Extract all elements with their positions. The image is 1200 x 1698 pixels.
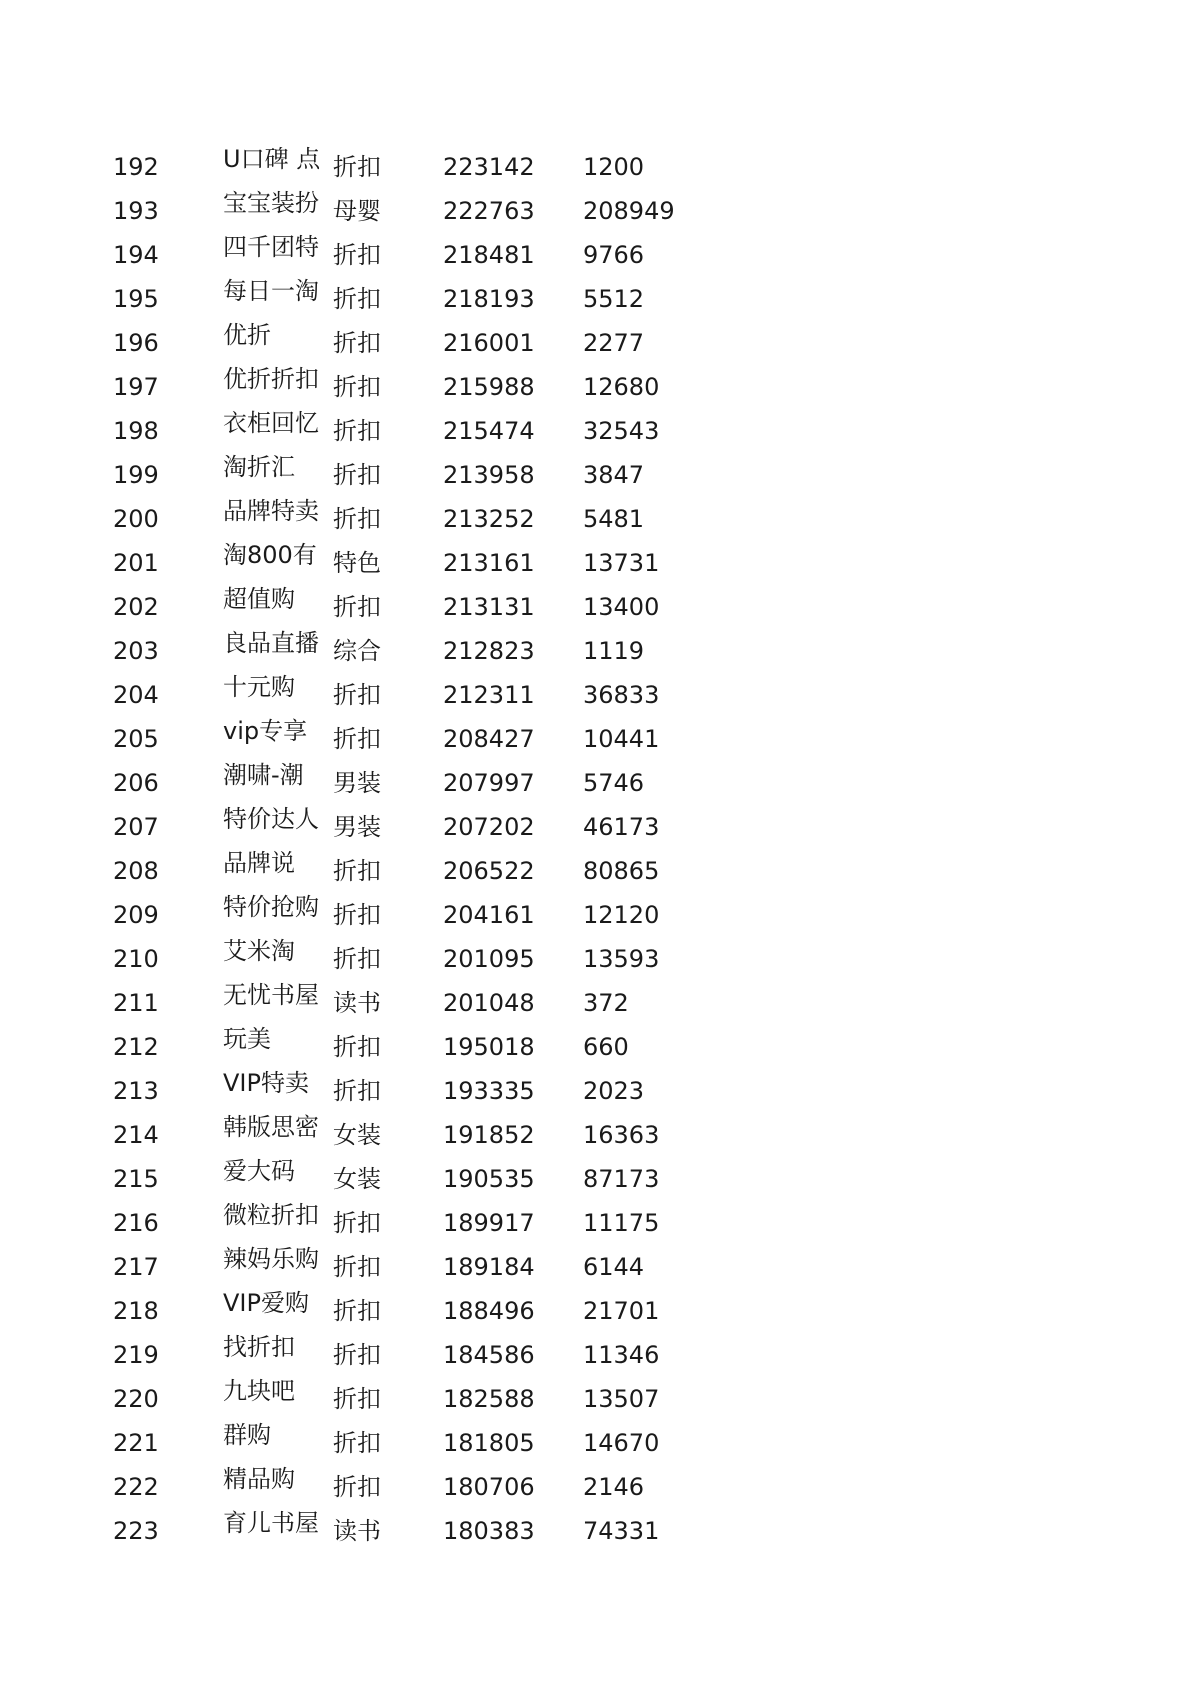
value-a-cell: 189184 xyxy=(443,1253,535,1281)
table-row xyxy=(113,1421,733,1465)
name-cell: 十元购 xyxy=(223,673,295,701)
name-cell: 品牌说 xyxy=(223,849,295,877)
rank-cell: 196 xyxy=(113,329,159,357)
category-cell: 折扣 xyxy=(333,1209,381,1237)
rank-cell: 223 xyxy=(113,1517,159,1545)
name-cell: 品牌特卖 xyxy=(223,497,319,525)
value-b-cell: 80865 xyxy=(583,857,660,885)
value-b-cell: 5481 xyxy=(583,505,645,533)
rank-cell: 210 xyxy=(113,945,159,973)
value-b-cell: 87173 xyxy=(583,1165,660,1193)
name-cell: 爱大码 xyxy=(223,1157,295,1185)
table-row xyxy=(113,937,733,981)
table-row xyxy=(113,673,733,717)
value-b-cell: 13507 xyxy=(583,1385,660,1413)
category-cell: 折扣 xyxy=(333,1429,381,1457)
value-a-cell: 207202 xyxy=(443,813,535,841)
rank-cell: 206 xyxy=(113,769,159,797)
table-row xyxy=(113,761,733,805)
category-cell: 特色 xyxy=(333,549,381,577)
value-b-cell: 12680 xyxy=(583,373,660,401)
category-cell: 折扣 xyxy=(333,241,381,269)
rank-cell: 208 xyxy=(113,857,159,885)
table-row xyxy=(113,585,733,629)
table-row xyxy=(113,541,733,585)
value-b-cell: 1200 xyxy=(583,153,645,181)
category-cell: 男装 xyxy=(333,769,381,797)
rank-cell: 194 xyxy=(113,241,159,269)
name-cell: 潮啸-潮 xyxy=(223,761,304,789)
name-cell: U口碑 点 xyxy=(223,145,321,173)
name-cell: 特价达人 xyxy=(223,805,319,833)
name-cell: 无忧书屋 xyxy=(223,981,319,1009)
value-b-cell: 10441 xyxy=(583,725,660,753)
category-cell: 读书 xyxy=(333,989,381,1017)
table-row xyxy=(113,981,733,1025)
rank-cell: 203 xyxy=(113,637,159,665)
table-row xyxy=(113,1157,733,1201)
value-a-cell: 218193 xyxy=(443,285,535,313)
category-cell: 折扣 xyxy=(333,857,381,885)
name-cell: 优折折扣 xyxy=(223,365,319,393)
rank-cell: 200 xyxy=(113,505,159,533)
category-cell: 折扣 xyxy=(333,1473,381,1501)
table-row xyxy=(113,145,733,189)
name-cell: VIP特卖 xyxy=(223,1069,309,1097)
value-a-cell: 201048 xyxy=(443,989,535,1017)
table-row xyxy=(113,189,733,233)
value-a-cell: 188496 xyxy=(443,1297,535,1325)
value-b-cell: 660 xyxy=(583,1033,629,1061)
value-b-cell: 9766 xyxy=(583,241,645,269)
category-cell: 女装 xyxy=(333,1165,381,1193)
value-a-cell: 213161 xyxy=(443,549,535,577)
value-b-cell: 5746 xyxy=(583,769,645,797)
table-row xyxy=(113,1113,733,1157)
category-cell: 折扣 xyxy=(333,153,381,181)
category-cell: 折扣 xyxy=(333,461,381,489)
data-table xyxy=(113,145,733,1553)
name-cell: 优折 xyxy=(223,321,271,349)
value-b-cell: 5512 xyxy=(583,285,645,313)
name-cell: vip专享 xyxy=(223,717,308,745)
value-b-cell: 13593 xyxy=(583,945,660,973)
category-cell: 折扣 xyxy=(333,901,381,929)
rank-cell: 215 xyxy=(113,1165,159,1193)
category-cell: 折扣 xyxy=(333,373,381,401)
value-a-cell: 213958 xyxy=(443,461,535,489)
category-cell: 折扣 xyxy=(333,945,381,973)
value-a-cell: 195018 xyxy=(443,1033,535,1061)
rank-cell: 217 xyxy=(113,1253,159,1281)
value-a-cell: 189917 xyxy=(443,1209,535,1237)
rank-cell: 204 xyxy=(113,681,159,709)
table-row xyxy=(113,1201,733,1245)
value-a-cell: 193335 xyxy=(443,1077,535,1105)
rank-cell: 216 xyxy=(113,1209,159,1237)
value-a-cell: 222763 xyxy=(443,197,535,225)
rank-cell: 205 xyxy=(113,725,159,753)
rank-cell: 202 xyxy=(113,593,159,621)
rank-cell: 192 xyxy=(113,153,159,181)
name-cell: 良品直播 xyxy=(223,629,319,657)
rank-cell: 218 xyxy=(113,1297,159,1325)
rank-cell: 209 xyxy=(113,901,159,929)
value-b-cell: 16363 xyxy=(583,1121,660,1149)
name-cell: 玩美 xyxy=(223,1025,271,1053)
value-b-cell: 21701 xyxy=(583,1297,660,1325)
rank-cell: 199 xyxy=(113,461,159,489)
name-cell: 淘800有 xyxy=(223,541,317,569)
value-a-cell: 223142 xyxy=(443,153,535,181)
name-cell: 淘折汇 xyxy=(223,453,295,481)
value-b-cell: 13731 xyxy=(583,549,660,577)
table-row xyxy=(113,497,733,541)
name-cell: 群购 xyxy=(223,1421,271,1449)
category-cell: 折扣 xyxy=(333,593,381,621)
table-row xyxy=(113,1245,733,1289)
value-b-cell: 11346 xyxy=(583,1341,660,1369)
value-a-cell: 212823 xyxy=(443,637,535,665)
table-row xyxy=(113,805,733,849)
category-cell: 读书 xyxy=(333,1517,381,1545)
value-b-cell: 208949 xyxy=(583,197,675,225)
name-cell: 超值购 xyxy=(223,585,295,613)
value-a-cell: 213131 xyxy=(443,593,535,621)
value-a-cell: 191852 xyxy=(443,1121,535,1149)
table-row xyxy=(113,1333,733,1377)
name-cell: 微粒折扣 xyxy=(223,1201,319,1229)
value-b-cell: 14670 xyxy=(583,1429,660,1457)
value-a-cell: 206522 xyxy=(443,857,535,885)
name-cell: 九块吧 xyxy=(223,1377,295,1405)
category-cell: 折扣 xyxy=(333,505,381,533)
category-cell: 折扣 xyxy=(333,1077,381,1105)
name-cell: 育儿书屋 xyxy=(223,1509,319,1537)
rank-cell: 195 xyxy=(113,285,159,313)
rank-cell: 214 xyxy=(113,1121,159,1149)
value-b-cell: 1119 xyxy=(583,637,645,665)
rank-cell: 219 xyxy=(113,1341,159,1369)
category-cell: 折扣 xyxy=(333,1297,381,1325)
category-cell: 综合 xyxy=(333,637,381,665)
rank-cell: 222 xyxy=(113,1473,159,1501)
name-cell: 衣柜回忆 xyxy=(223,409,319,437)
value-a-cell: 215474 xyxy=(443,417,535,445)
table-row xyxy=(113,893,733,937)
category-cell: 折扣 xyxy=(333,285,381,313)
category-cell: 折扣 xyxy=(333,1033,381,1061)
rank-cell: 213 xyxy=(113,1077,159,1105)
value-a-cell: 207997 xyxy=(443,769,535,797)
table-row xyxy=(113,321,733,365)
table-row xyxy=(113,1465,733,1509)
table-row xyxy=(113,1025,733,1069)
name-cell: 精品购 xyxy=(223,1465,295,1493)
value-b-cell: 11175 xyxy=(583,1209,660,1237)
category-cell: 折扣 xyxy=(333,1385,381,1413)
value-a-cell: 201095 xyxy=(443,945,535,973)
table-row xyxy=(113,1377,733,1421)
value-b-cell: 13400 xyxy=(583,593,660,621)
value-b-cell: 46173 xyxy=(583,813,660,841)
category-cell: 母婴 xyxy=(333,197,381,225)
table-row xyxy=(113,717,733,761)
value-b-cell: 3847 xyxy=(583,461,645,489)
category-cell: 女装 xyxy=(333,1121,381,1149)
value-b-cell: 74331 xyxy=(583,1517,660,1545)
value-a-cell: 216001 xyxy=(443,329,535,357)
value-b-cell: 32543 xyxy=(583,417,660,445)
value-b-cell: 2023 xyxy=(583,1077,645,1105)
name-cell: 宝宝装扮 xyxy=(223,189,319,217)
table-row xyxy=(113,849,733,893)
category-cell: 折扣 xyxy=(333,681,381,709)
rank-cell: 198 xyxy=(113,417,159,445)
category-cell: 折扣 xyxy=(333,725,381,753)
category-cell: 男装 xyxy=(333,813,381,841)
value-a-cell: 184586 xyxy=(443,1341,535,1369)
value-a-cell: 218481 xyxy=(443,241,535,269)
rank-cell: 197 xyxy=(113,373,159,401)
value-b-cell: 6144 xyxy=(583,1253,645,1281)
rank-cell: 212 xyxy=(113,1033,159,1061)
name-cell: 每日一淘 xyxy=(223,277,319,305)
name-cell: 艾米淘 xyxy=(223,937,295,965)
value-a-cell: 208427 xyxy=(443,725,535,753)
rank-cell: 211 xyxy=(113,989,159,1017)
category-cell: 折扣 xyxy=(333,1253,381,1281)
value-b-cell: 36833 xyxy=(583,681,660,709)
value-a-cell: 215988 xyxy=(443,373,535,401)
table-row xyxy=(113,277,733,321)
value-a-cell: 212311 xyxy=(443,681,535,709)
rank-cell: 193 xyxy=(113,197,159,225)
rank-cell: 207 xyxy=(113,813,159,841)
value-b-cell: 12120 xyxy=(583,901,660,929)
category-cell: 折扣 xyxy=(333,417,381,445)
table-row xyxy=(113,1069,733,1113)
value-a-cell: 180706 xyxy=(443,1473,535,1501)
value-a-cell: 182588 xyxy=(443,1385,535,1413)
name-cell: 找折扣 xyxy=(223,1333,295,1361)
category-cell: 折扣 xyxy=(333,329,381,357)
value-a-cell: 204161 xyxy=(443,901,535,929)
value-b-cell: 2146 xyxy=(583,1473,645,1501)
value-a-cell: 213252 xyxy=(443,505,535,533)
value-b-cell: 372 xyxy=(583,989,629,1017)
table-row xyxy=(113,233,733,277)
table-row xyxy=(113,453,733,497)
value-a-cell: 190535 xyxy=(443,1165,535,1193)
value-a-cell: 180383 xyxy=(443,1517,535,1545)
table-row xyxy=(113,629,733,673)
rank-cell: 221 xyxy=(113,1429,159,1457)
name-cell: 辣妈乐购 xyxy=(223,1245,319,1273)
rank-cell: 201 xyxy=(113,549,159,577)
table-row xyxy=(113,365,733,409)
value-b-cell: 2277 xyxy=(583,329,645,357)
name-cell: 韩版思密 xyxy=(223,1113,319,1141)
name-cell: 四千团特 xyxy=(223,233,319,261)
value-a-cell: 181805 xyxy=(443,1429,535,1457)
category-cell: 折扣 xyxy=(333,1341,381,1369)
table-row xyxy=(113,1509,733,1553)
table-row xyxy=(113,409,733,453)
table-row xyxy=(113,1289,733,1333)
rank-cell: 220 xyxy=(113,1385,159,1413)
name-cell: VIP爱购 xyxy=(223,1289,309,1317)
name-cell: 特价抢购 xyxy=(223,893,319,921)
